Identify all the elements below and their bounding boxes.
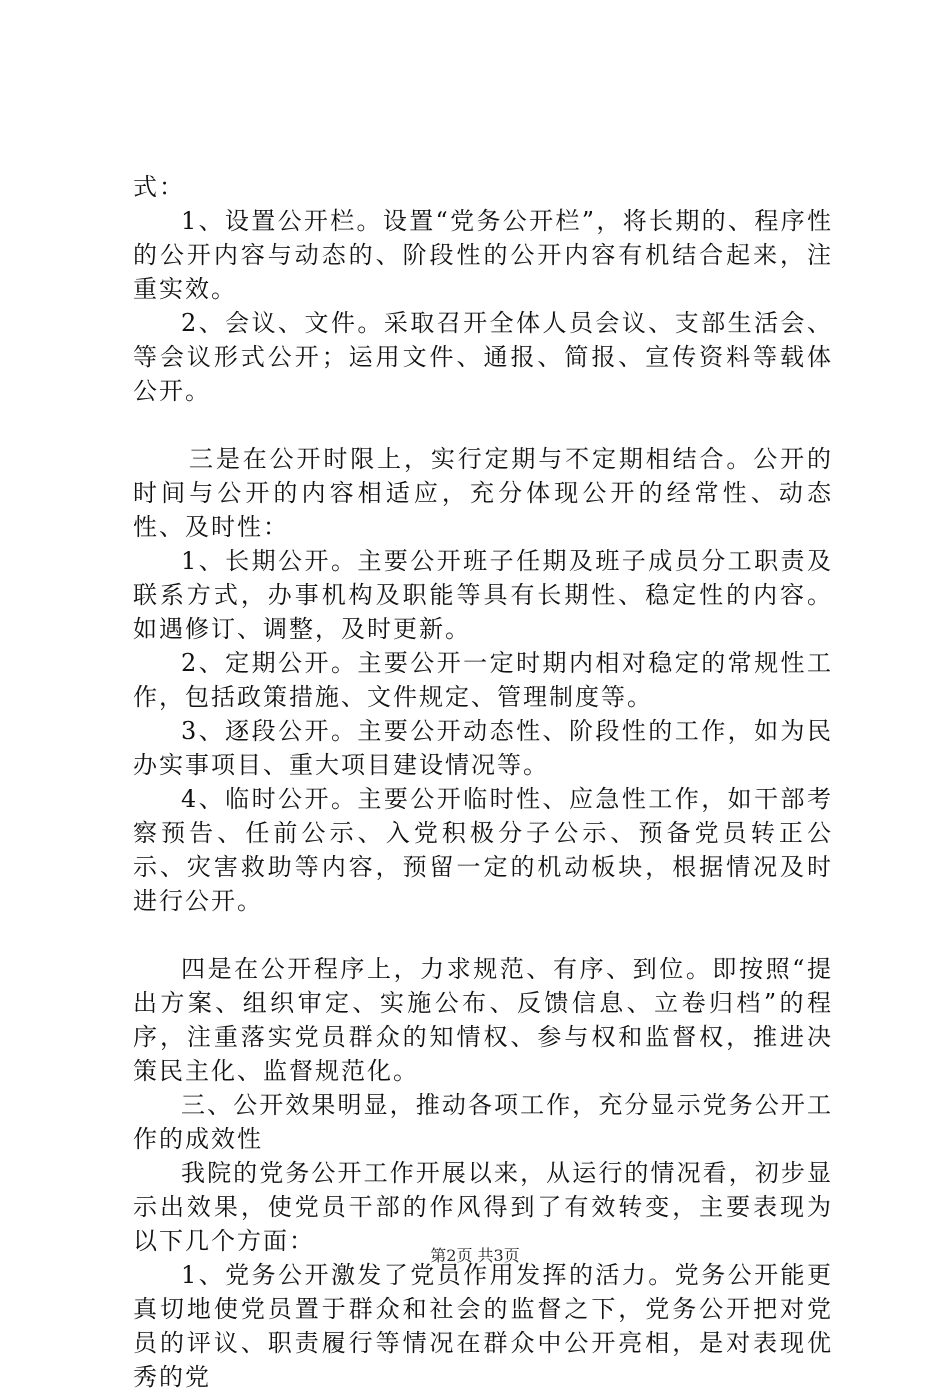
paragraph-item-1-vitality: 1、党务公开激发了党员作用发挥的活力。党务公开能更真切地使党员置于群众和社会的监督之下，党务公开把对党员的评议、职责履行等情况在群众中公开亮相，是对表现优秀的党	[133, 1261, 833, 1391]
paragraph-intro-effect: 我院的党务公开工作开展以来，从运行的情况看，初步显示出效果，使党员干部的作风得到了有效转变，主要表现为以下几个方面：	[133, 1159, 833, 1255]
page-number-footer: 第2页 共3页	[430, 1246, 520, 1265]
paragraph-item-2-periodic: 2、定期公开。主要公开一定时期内相对稳定的常规性工作，包括政策措施、文件规定、管理制度等。	[133, 649, 833, 711]
paragraph-item-2-meeting: 2、会议、文件。采取召开全体人员会议、支部生活会、等会议形式公开；运用文件、通报、简报、宣传资料等载体公开。	[133, 309, 833, 405]
paragraph-continuation: 式：	[133, 173, 185, 201]
paragraph-item-3-stage: 3、逐段公开。主要公开动态性、阶段性的工作，如为民办实事项目、重大项目建设情况等。	[133, 717, 833, 779]
paragraph-gap	[133, 918, 833, 952]
paragraph-item-1-long-term: 1、长期公开。主要公开班子任期及班子成员分工职责及联系方式，办事机构及职能等具有长期性、稳定性的内容。如遇修订、调整，及时更新。	[133, 547, 833, 643]
paragraph-item-1-bulletin: 1、设置公开栏。设置“党务公开栏”，将长期的、程序性的公开内容与动态的、阶段性的公开内容有机结合起来，注重实效。	[133, 207, 833, 303]
paragraph-heading-three-effect: 三、公开效果明显，推动各项工作，充分显示党务公开工作的成效性	[133, 1091, 833, 1153]
paragraph-section-three-timing: 三是在公开时限上，实行定期与不定期相结合。公开的时间与公开的内容相适应，充分体现公开的经常性、动态性、及时性：	[133, 445, 833, 541]
paragraph-item-4-temporary: 4、临时公开。主要公开临时性、应急性工作，如干部考察预告、任前公示、入党积极分子公示、预备党员转正公示、灾害救助等内容，预留一定的机动板块，根据情况及时进行公开。	[133, 785, 833, 915]
paragraph-section-four-procedure: 四是在公开程序上，力求规范、有序、到位。即按照“提出方案、组织审定、实施公布、反馈信息、立卷归档”的程序，注重落实党员群众的知情权、参与权和监督权，推进决策民主化、监督规范化。	[133, 955, 833, 1085]
paragraph-gap	[133, 408, 833, 442]
document-body	[133, 170, 833, 1394]
